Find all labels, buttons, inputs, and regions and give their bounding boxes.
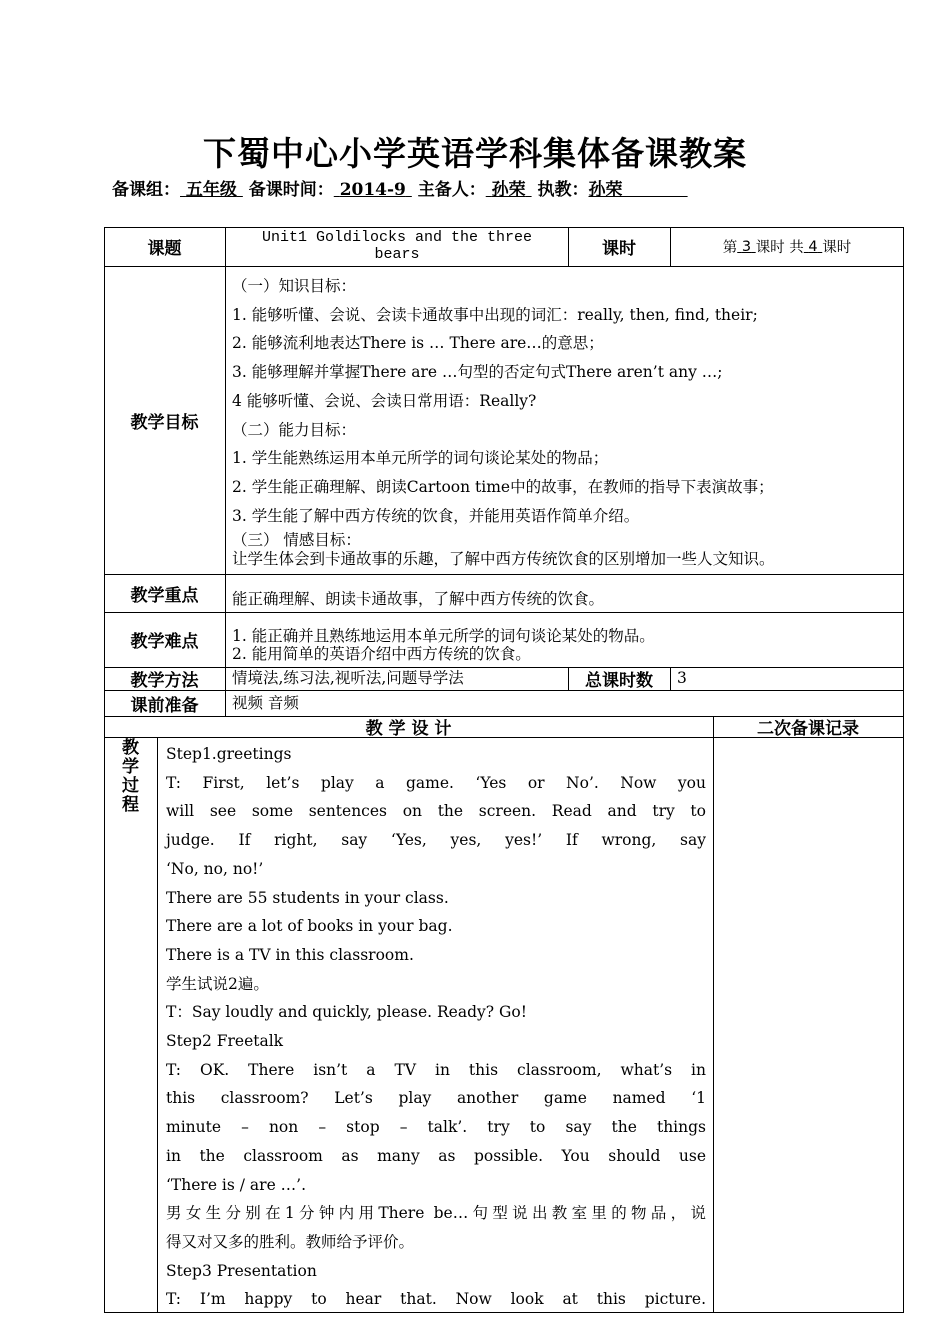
process-line: judge. If right, say ‘Yes, yes, yes!’ If wrong, say (166, 831, 706, 850)
total-periods-value: 3 (677, 669, 687, 687)
second-prep-header: 二次备课记录 (757, 719, 859, 739)
methods-label: 教学方法 (130, 671, 199, 691)
time-label: 备课时间： (248, 180, 334, 200)
meta-line (112, 175, 688, 200)
period-label: 课时 (602, 239, 636, 259)
objective-line: 2. 能够流利地表达There is … There are…的意思； (232, 334, 604, 353)
time-value: 2014-9 (339, 180, 406, 200)
process-line: 男女生分别在1分钟内用There be…句型说出教室里的物品，说 (166, 1204, 706, 1223)
process-line: in the classroom as many as possible. You should use (166, 1146, 706, 1165)
second-prep-notes (714, 738, 903, 1312)
preparation-text: 视频 音频 (232, 694, 299, 712)
objective-line: 4 能够听懂、会说、会读日常用语：Really? (232, 391, 537, 410)
objective-line: 3. 学生能了解中西方传统的饮食，并能用英语作简单介绍。 (232, 506, 640, 525)
difficulties-label: 教学难点 (130, 632, 199, 652)
difficulty-line-1: 1. 能正确并且熟练地运用本单元所学的词句谈论某处的物品。 (232, 627, 655, 645)
process-line: Step1.greetings (166, 745, 292, 763)
total-periods-label: 总课时数 (585, 671, 653, 691)
lead-label: 主备人： (417, 180, 486, 200)
process-line: will see some sentences on the screen. Read and try to (166, 802, 706, 821)
process-line: T: OK. There isn’t a TV in this classroom, what’s in (166, 1060, 706, 1079)
process-line: T: First, let’s play a game. ‘Yes or No’. Now you (166, 773, 706, 792)
objective-line: （二）能力目标： (232, 420, 357, 439)
topic-line-1: Unit1 Goldilocks and the three (261, 229, 533, 246)
process-line: T: I’m happy to hear that. Now look at this picture. (166, 1290, 706, 1309)
process-line: 学生试说2遍。 (166, 974, 269, 993)
process-line: Step3 Presentation (166, 1261, 317, 1280)
topic-value (226, 229, 568, 266)
document-title: 下蜀中心小学英语学科集体备课教案 (203, 134, 747, 173)
key-points-text: 能正确理解、朗读卡通故事，了解中西方传统的饮食。 (232, 590, 605, 608)
period-total: 4 (808, 238, 818, 255)
process-line: this classroom? Let’s play another game named ‘1 (166, 1089, 706, 1108)
process-line: There is a TV in this classroom. (166, 945, 414, 964)
process-line: Step2 Freetalk (166, 1032, 284, 1051)
topic-line-2: bears (374, 246, 420, 263)
process-line: 得又对又多的胜利。教师给予评价。 (166, 1232, 415, 1251)
process-line: T：Say loudly and quickly, please. Ready? Go! (166, 1003, 527, 1022)
methods-text: 情境法,练习法,视听法,问题导学法 (232, 669, 464, 687)
objective-line: 3. 能够理解并掌握There are …句型的否定句式There aren’t any …; (232, 363, 723, 382)
process-line: There are a lot of books in your bag. (166, 917, 453, 936)
period-current: 3 (741, 238, 752, 255)
process-line: ‘There is / are …’. (166, 1175, 307, 1194)
key-points-label: 教学重点 (130, 585, 199, 606)
teacher-label: 执教： (537, 180, 589, 200)
design-header: 教 学 设 计 (365, 719, 452, 739)
group-label: 备课组： (112, 180, 180, 200)
objective-line: （三） 情感目标： (232, 531, 361, 550)
topic-label: 课题 (147, 239, 182, 259)
difficulty-line-2: 2. 能用简单的英语介绍中西方传统的饮食。 (232, 645, 531, 663)
process-text (166, 740, 706, 1314)
difficulties-text (232, 627, 897, 663)
objective-line: 2. 学生能正确理解、朗读Cartoon time中的故事，在教师的指导下表演故事； (232, 477, 774, 496)
objective-line: 让学生体会到卡通故事的乐趣，了解中西方传统饮食的区别增加一些人文知识。 (232, 550, 775, 569)
lead-value: 孙荣 (491, 180, 526, 200)
objectives-text (232, 272, 897, 568)
process-line: There are 55 students in your class. (166, 888, 449, 907)
objective-line: 1. 能够听懂、会说、会读卡通故事中出现的词汇：really, then, find, their; (232, 305, 758, 324)
process-label: 教 学 过 程 (122, 738, 139, 815)
process-line: minute – non – stop – talk’. try to say the things (166, 1118, 706, 1137)
objectives-label: 教学目标 (130, 412, 199, 433)
teacher-value: 孙荣 (588, 180, 623, 200)
objective-line: 1. 学生能熟练运用本单元所学的词句谈论某处的物品； (232, 449, 609, 468)
objective-line: （一）知识目标： (232, 277, 357, 295)
process-line: ‘No, no, no!’ (166, 859, 264, 878)
group-value: 五年级 (185, 180, 237, 200)
period-value: 第 3 课时 共 4 课时 (722, 238, 852, 256)
preparation-label: 课前准备 (130, 695, 199, 716)
